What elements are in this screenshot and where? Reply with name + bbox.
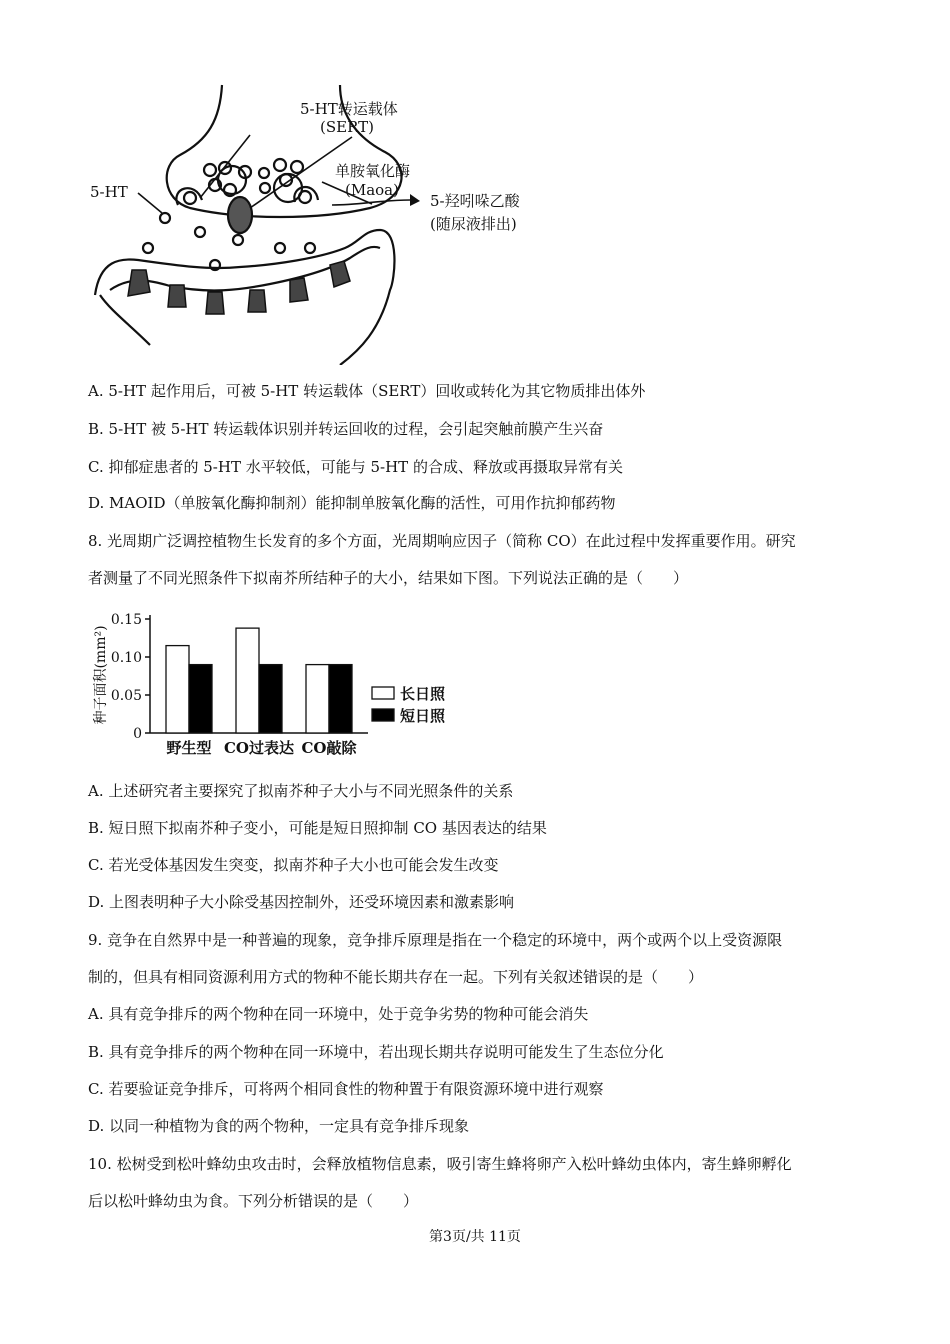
q7-option-a: A. 5-HT 起作用后，可被 5-HT 转运载体（SERT）回收或转化为其它物质排出体外 — [88, 382, 646, 400]
y-tick-label: 0 — [133, 726, 142, 742]
q9-stem-line1: 9. 竞争在自然界中是一种普遍的现象，竞争排斥原理是指在一个稳定的环境中，两个或两个以上受资源限 — [88, 931, 783, 949]
q9-option-c: C. 若要验证竞争排斥，可将两个相同食性的物种置于有限资源环境中进行观察 — [88, 1080, 604, 1098]
q8-stem-line1: 8. 光周期广泛调控植物生长发育的多个方面，光周期响应因子（简称 CO）在此过程中发挥重要作用。研究 — [88, 532, 796, 550]
q9-option-d: D. 以同一种植物为食的两个物种，一定具有竞争排斥现象 — [88, 1117, 470, 1135]
bar-1-0 — [236, 628, 259, 733]
label-5ht: 5-HT — [90, 183, 128, 201]
q9-option-a: A. 具有竞争排斥的两个物种在同一环境中，处于竞争劣势的物种可能会消失 — [88, 1005, 589, 1023]
category-label: 野生型 — [166, 739, 212, 757]
q9-stem-line2: 制的，但具有相同资源利用方式的物种不能长期共存在一起。下列有关叙述错误的是（ ） — [88, 968, 704, 986]
q10-stem-line2: 后以松叶蜂幼虫为食。下列分析错误的是（ ） — [88, 1192, 419, 1210]
label-sert-en: (SERT) — [320, 118, 374, 136]
q10-stem-line1: 10. 松树受到松叶蜂幼虫攻击时，会释放植物信息素，吸引寄生蜂将卵产入松叶蜂幼虫体内，寄生蜂卵孵化 — [88, 1155, 792, 1173]
q8-option-d: D. 上图表明种子大小除受基因控制外，还受环境因素和激素影响 — [88, 893, 515, 911]
bar-1-1 — [259, 665, 282, 733]
q8-option-a: A. 上述研究者主要探究了拟南芥种子大小与不同光照条件的关系 — [88, 782, 514, 800]
page-number: 第3页/共 11页 — [429, 1229, 521, 1245]
seed-area-chart — [88, 605, 468, 765]
q8-option-b: B. 短日照下拟南芥种子变小，可能是短日照抑制 CO 基因表达的结果 — [88, 819, 547, 837]
bar-2-1 — [329, 665, 352, 733]
label-sert-cn: 5-HT转运载体 — [300, 100, 398, 118]
legend-swatch — [372, 687, 394, 699]
label-maoa-cn: 单胺氧化酶 — [335, 162, 411, 180]
legend-label: 长日照 — [400, 685, 446, 703]
y-tick-label: 0.05 — [110, 688, 142, 704]
q9-option-b: B. 具有竞争排斥的两个物种在同一环境中，若出现长期共存说明可能发生了生态位分化 — [88, 1043, 664, 1061]
q8-option-c: C. 若光受体基因发生突变，拟南芥种子大小也可能会发生改变 — [88, 856, 499, 874]
q7-option-d: D. MAOID（单胺氧化酶抑制剂）能抑制单胺氧化酶的活性，可用作抗抑郁药物 — [88, 494, 616, 512]
bar-0-0 — [166, 646, 189, 733]
q7-option-c: C. 抑郁症患者的 5-HT 水平较低，可能与 5-HT 的合成、释放或再摄取异常有关 — [88, 458, 623, 476]
label-product-note: (随尿液排出) — [430, 215, 517, 233]
legend-swatch — [372, 709, 394, 721]
y-tick-label: 0.10 — [110, 650, 142, 666]
category-label: CO敲除 — [301, 739, 357, 757]
bar-0-1 — [189, 665, 212, 733]
label-product: 5-羟吲哚乙酸 — [430, 192, 520, 210]
bar-2-0 — [306, 665, 329, 733]
q7-option-b: B. 5-HT 被 5-HT 转运载体识别并转运回收的过程，会引起突触前膜产生兴奋 — [88, 420, 604, 438]
q8-stem-line2: 者测量了不同光照条件下拟南芥所结种子的大小，结果如下图。下列说法正确的是（ ） — [88, 569, 689, 587]
y-axis-label: 种子面积(mm²) — [93, 625, 109, 725]
label-maoa-en: (Maoa) — [345, 181, 399, 199]
y-tick-label: 0.15 — [110, 612, 142, 628]
seed-area-chart-svg — [88, 605, 468, 765]
category-label: CO过表达 — [223, 739, 295, 757]
legend-label: 短日照 — [400, 707, 446, 725]
